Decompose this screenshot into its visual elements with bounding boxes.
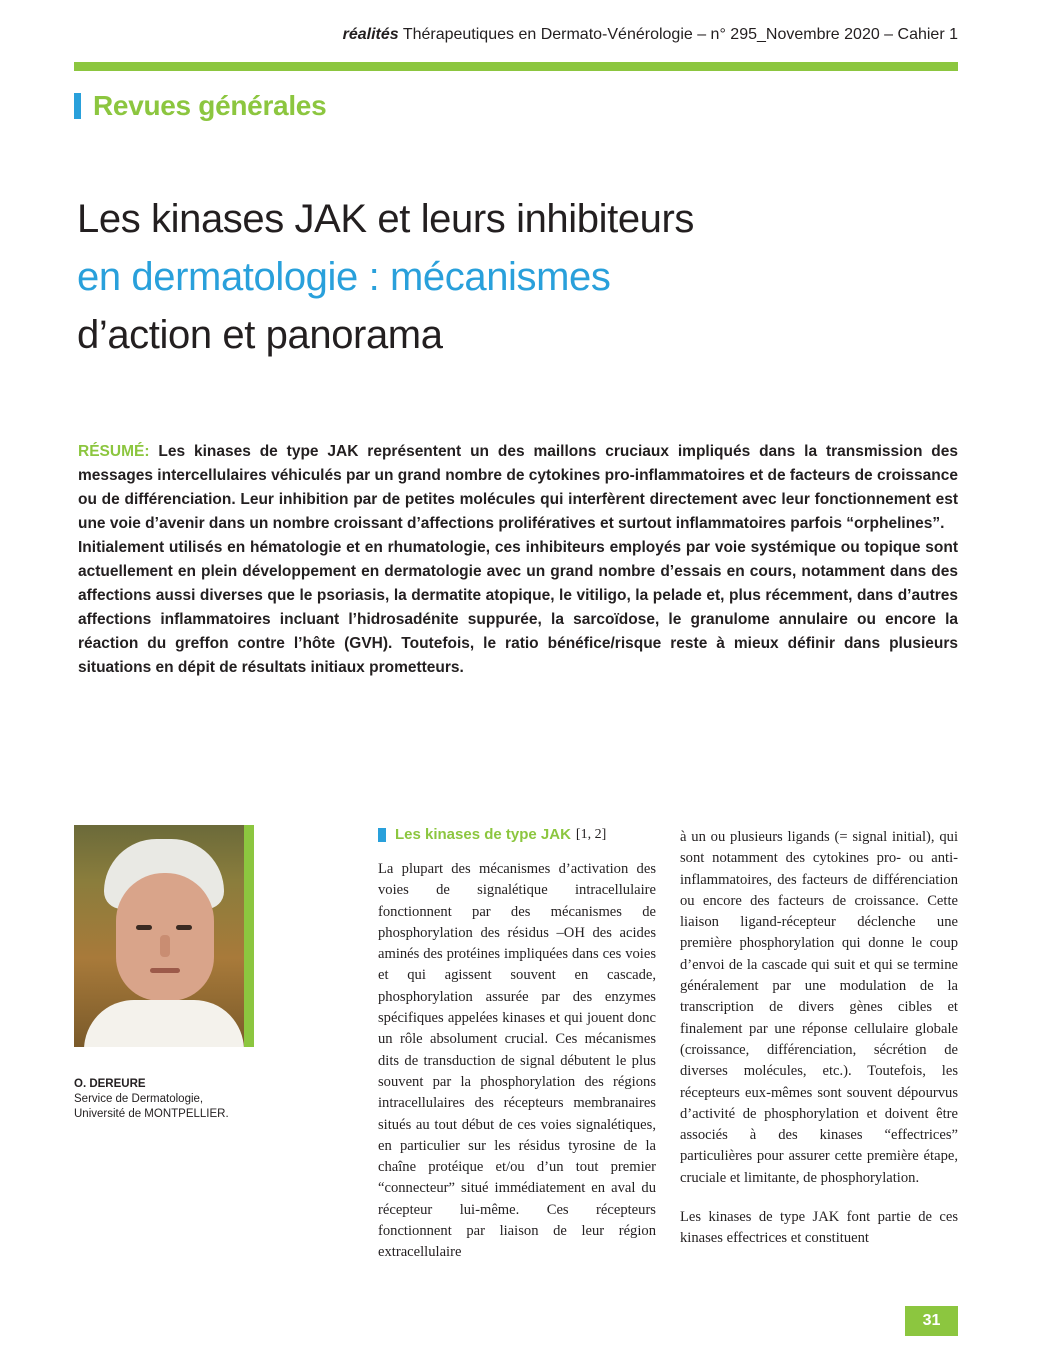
journal-issue: Thérapeutiques en Dermato-Vénérologie – n° 295_Novembre 2020 – Cahier 1 <box>398 26 958 43</box>
running-head <box>343 26 958 44</box>
section-tag <box>74 90 326 122</box>
author-name: O. DEREURE <box>74 1078 146 1090</box>
page-number: 31 <box>905 1306 958 1336</box>
section-label: Revues générales <box>93 90 327 121</box>
title-line-2: en dermatologie : mécanismes <box>77 255 611 299</box>
journal-brand: réalités <box>342 26 399 43</box>
section-subhead <box>378 826 606 843</box>
body-column-1 <box>378 859 656 1264</box>
abstract <box>78 440 958 680</box>
subhead-marker <box>378 828 386 842</box>
title-line-3: d’action et panorama <box>77 313 443 357</box>
abstract-paragraph-2: Initialement utilisés en hématologie et en rhumatologie, ces inhibiteurs employés par voie systémique ou topique sont actuellement en plein développement en dermatologie avec un grand nombre d’essais en cours, notamment dans des affections aussi diverses que le psoriasis, la dermatite atopique, le vitiligo, la pelade et, plus récemment, dans d’autres affections inflammatoires incluant l’hidrosadénite suppurée, la sarcoïdose, le granulome annulaire ou encore la réaction du greffon contre l’hôte (GVH). Toutefois, le ratio bénéfice/risque reste à mieux définir dans plusieurs situations en dépit de résultats initiaux prometteurs. <box>78 539 958 676</box>
abstract-lead: RÉSUMÉ: <box>78 443 150 460</box>
body-paragraph: Les kinases de type JAK font partie de ces kinases effectrices et constituent <box>680 1209 958 1247</box>
body-column-2 <box>680 827 958 1250</box>
subhead-reference: [1, 2] <box>575 826 607 842</box>
author-affiliation-2: Université de MONTPELLIER. <box>74 1108 229 1120</box>
author-affiliation-1: Service de Dermatologie, <box>74 1093 204 1105</box>
author-block <box>74 1077 229 1122</box>
body-paragraph: à un ou plusieurs ligands (= signal initial), qui sont notamment des cytokines pro- ou anti-inflammatoires, des facteurs de différenciation ou encore des facteurs de croissance. Cette liaison ligand-récepteur déclenche une première phosphorylation qui donne le coup d’envoi de la cascade qui suit et qui se termine généralement par une modulation de la transcription de divers gènes cibles et finalement par une réponse cellulaire globale (croissance, différenciation, sécrétion de diverses molécules, etc.). Toutefois, les récepteurs eux-mêmes sont souvent dépourvus d’activité de phosphorylation et doivent être associés à des kinases “effectrices” particulières pour assurer cette première étape, cruciale et limitante, de phosphorylation. <box>680 829 958 1186</box>
article-title <box>77 190 694 364</box>
section-marker <box>74 93 81 119</box>
top-rule <box>74 62 958 71</box>
body-paragraph: La plupart des mécanismes d’activation des voies de signalétique intracellulaire fonctionnent par des mécanismes de phosphorylation des résidus –OH des acides aminés des protéines impliquées dans ces voies et qui agissent souvent en cascade, phosphorylation assurée par des enzymes spécifiques appelées kinases et qui jouent donc un rôle absolument crucial. Ces mécanismes dits de transduction de signal débutent le plus souvent par la phosphorylation des régions intracellulaires des récepteurs membranaires situés au tout début de ces voies signalétiques, en particulier sur les résidus tyrosine de la chaîne protéique et/ou d’un tout premier “connecteur” situé immédiatement en aval du récepteur lui-même. Ces récepteurs fonctionnent par liaison de leur région extracellulaire <box>378 861 656 1261</box>
subhead-text: Les kinases de type JAK <box>395 826 571 843</box>
author-photo <box>74 825 254 1047</box>
title-line-1: Les kinases JAK et leurs inhibiteurs <box>77 197 695 241</box>
abstract-paragraph-1: Les kinases de type JAK représentent un des maillons cruciaux impliqués dans la transmission des messages intercellulaires véhiculés par un grand nombre de cytokines pro-inflammatoires et de facteurs de croissance ou de différenciation. Leur inhibition par de petites molécules qui interfèrent directement avec leur fonctionnement est une voie d’avenir dans un nombre croissant d’affections prolifératives et surtout inflammatoires parfois “orphelines”. <box>78 443 958 532</box>
